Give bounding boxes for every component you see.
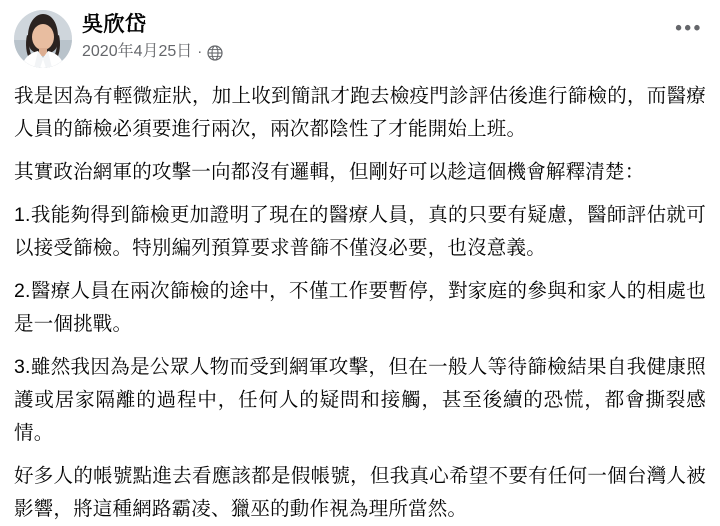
avatar[interactable]: [14, 10, 72, 68]
post-paragraph: 好多人的帳號點進去看應該都是假帳號，但我真心希望不要有任何一個台灣人被影響，將這種網路霸凌、獵巫的動作視為理所當然。: [14, 465, 706, 520]
post-header: [14, 10, 706, 72]
post-paragraph: 1.我能夠得到篩檢更加證明了現在的醫療人員，真的只要有疑慮，醫師評估就可以接受篩檢。特別編列預算要求普篩不僅沒必要，也沒意義。: [14, 204, 706, 259]
globe-icon[interactable]: [207, 45, 223, 61]
post-paragraph: 2.醫療人員在兩次篩檢的途中，不僅工作要暫停，對家庭的參與和家人的相處也是一個挑戰。: [14, 280, 706, 335]
author-name[interactable]: 吳欣岱: [82, 13, 147, 36]
post-body: [14, 80, 706, 526]
post-options-button[interactable]: •••: [675, 18, 703, 39]
post-header-text: [82, 10, 662, 62]
post-paragraph: 其實政治網軍的攻擊一向都沒有邏輯，但剛好可以趁這個機會解釋清楚：: [14, 161, 645, 183]
post-meta: [82, 42, 662, 62]
post-paragraph: 我是因為有輕微症狀，加上收到簡訊才跑去檢疫門診評估後進行篩檢的，而醫療人員的篩檢必須要進行兩次，兩次都陰性了才能開始上班。: [14, 85, 706, 140]
post-paragraph: 3.雖然我因為是公眾人物而受到網軍攻擊，但在一般人等待篩檢結果自我健康照護或居家隔離的過程中，任何人的疑問和接觸，甚至後續的恐慌，都會撕裂感情。: [14, 356, 706, 444]
post-timestamp[interactable]: 2020年4月25日: [82, 43, 193, 60]
meta-separator: ·: [197, 43, 203, 60]
